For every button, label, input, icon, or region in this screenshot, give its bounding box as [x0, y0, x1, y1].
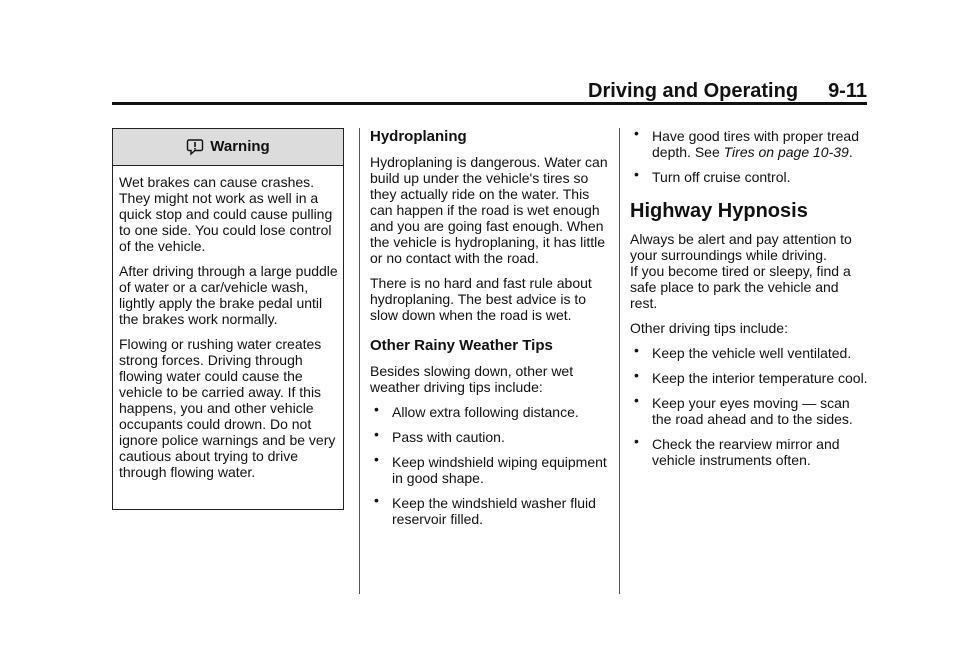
page-number: 9-11 — [828, 80, 867, 102]
warning-title: Warning — [210, 138, 270, 155]
rainy-tips-heading: Other Rainy Weather Tips — [370, 337, 553, 354]
hypnosis-tips-list — [630, 342, 868, 468]
list-item: • Check the rearview mirror and vehicle instruments often. — [634, 433, 840, 468]
bullet-icon: • — [634, 392, 639, 408]
list-item: • Keep your eyes moving — scan the road ahead and to the sides. — [634, 392, 853, 427]
body-paragraph: There is no hard and fast rule about hydroplaning. The best advice is to slow down when the road is wet. — [370, 275, 592, 323]
column-divider — [359, 128, 360, 594]
warning-icon — [186, 138, 204, 156]
bullet-icon: • — [374, 492, 379, 508]
hydroplaning-heading: Hydroplaning — [370, 128, 467, 145]
bullet-icon: • — [634, 367, 639, 383]
column-1 — [112, 128, 346, 510]
highway-hypnosis-heading: Highway Hypnosis — [630, 200, 808, 222]
bullet-icon: • — [634, 166, 639, 182]
column-3 — [630, 125, 868, 477]
body-paragraph: If you become tired or sleepy, find a safe place to park the vehicle and rest. — [630, 263, 851, 311]
bullet-icon: • — [374, 401, 379, 417]
warning-paragraph: After driving through a large puddle of water or a car/vehicle wash, lightly apply the brake pedal until the brakes work normally. — [119, 263, 338, 327]
rainy-tips-list-continued — [630, 125, 868, 185]
list-item: • Allow extra following distance. — [374, 401, 579, 420]
warning-box — [112, 128, 344, 510]
body-paragraph: Hydroplaning is dangerous. Water can build up under the vehicle's tires so they actually ride on the water. This can happen if the road is wet enough and you are going fast enough. When the vehicle is hydroplaning, it has little or no contact with the road. — [370, 154, 608, 266]
bullet-icon: • — [634, 433, 639, 449]
list-item: • Pass with caution. — [374, 426, 505, 445]
bullet-icon: • — [374, 451, 379, 467]
column-divider — [619, 128, 620, 594]
list-item: • Keep the vehicle well ventilated. — [634, 342, 852, 361]
bullet-icon: • — [634, 342, 639, 358]
list-item: • Keep the windshield washer fluid reservoir filled. — [374, 492, 596, 527]
warning-body — [113, 166, 343, 480]
column-2 — [370, 128, 608, 536]
warning-header — [113, 129, 343, 166]
list-item: • Have good tires with proper tread depth. See Tires on page 10-39. — [634, 125, 859, 160]
list-item: • Keep windshield wiping equipment in good shape. — [374, 451, 607, 486]
body-paragraph: Other driving tips include: — [630, 320, 788, 336]
body-paragraph: Besides slowing down, other wet weather driving tips include: — [370, 363, 574, 395]
header-rule — [112, 102, 867, 105]
warning-paragraph: Wet brakes can cause crashes. They might not work as well in a quick stop and could cause pulling to one side. You could lose control of the vehicle. — [119, 174, 333, 254]
bullet-icon: • — [634, 125, 639, 141]
rainy-tips-list — [370, 401, 608, 527]
body-paragraph: Always be alert and pay attention to your surroundings while driving. — [630, 231, 852, 263]
warning-paragraph: Flowing or rushing water creates strong forces. Driving through flowing water could cause the vehicle to be carried away. If this happens, you and other vehicle occupants could drown. Do not ignore police warnings and be very cautious about trying to drive through flowing water. — [119, 336, 336, 480]
page-header — [112, 80, 867, 102]
bullet-icon: • — [374, 426, 379, 442]
list-item: • Turn off cruise control. — [634, 166, 791, 185]
list-item: • Keep the interior temperature cool. — [634, 367, 868, 386]
section-title: Driving and Operating — [588, 80, 799, 102]
cross-reference-link[interactable]: Tires on page 10-39 — [723, 144, 849, 160]
